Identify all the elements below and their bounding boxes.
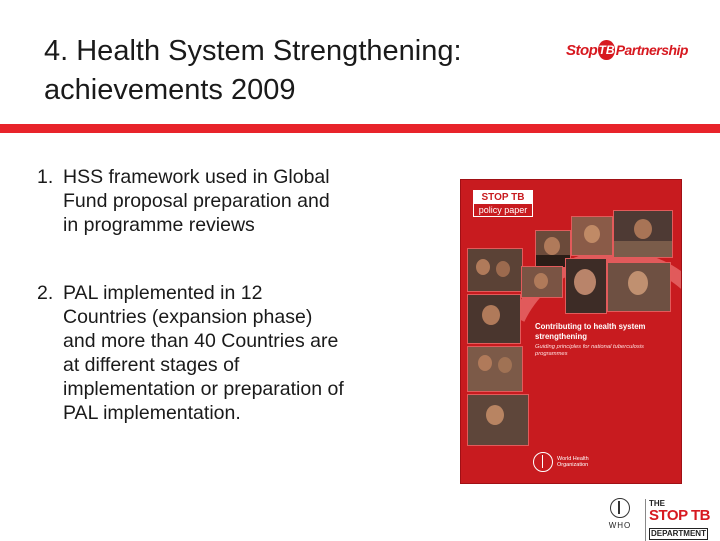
- cover-badge-bottom: policy paper: [478, 205, 528, 215]
- cover-photo: [521, 266, 563, 298]
- cover-subtitle: Guiding principles for national tuberculosis programmes: [535, 344, 644, 357]
- stop-tb-department-logo: [645, 499, 719, 541]
- point-line: HSS framework used in Global: [63, 166, 330, 188]
- point-line: Countries (expansion phase): [63, 306, 313, 328]
- cover-title: Contributing to health system strengthening: [535, 322, 646, 341]
- who-emblem-icon: [610, 498, 630, 518]
- logo-partnership-text: Partnership: [615, 42, 688, 58]
- stop-tb-partnership-logo: [566, 38, 688, 62]
- who-emblem-icon: [533, 452, 553, 472]
- policy-paper-cover-image: [461, 180, 681, 483]
- point-line: Fund proposal preparation and: [63, 190, 330, 212]
- cover-photo: [467, 294, 521, 344]
- cover-badge: [473, 190, 533, 217]
- cover-who-logo: [533, 452, 603, 472]
- cover-photo: [467, 248, 523, 292]
- point-line: in programme reviews: [63, 214, 255, 236]
- who-logo: [605, 498, 635, 530]
- cover-badge-top: STOP TB: [474, 191, 532, 204]
- cover-photo: [571, 216, 613, 256]
- slide-title: [44, 32, 524, 110]
- dept-department-text: DEPARTMENT: [651, 529, 706, 538]
- dept-the-text: THE: [649, 499, 665, 508]
- bullet-point-1: [37, 165, 417, 237]
- point-number: 1.: [37, 166, 54, 188]
- logo-tb-badge: TB: [598, 40, 614, 60]
- cover-photo: [467, 394, 529, 446]
- point-line: implementation or preparation of: [63, 378, 344, 400]
- logo-stop-text: Stop: [566, 41, 598, 59]
- cover-photo: [607, 262, 671, 312]
- point-line: PAL implementation.: [63, 402, 241, 424]
- point-line: PAL implemented in 12: [63, 282, 263, 304]
- dept-stop-tb-text: STOP TB: [649, 507, 710, 524]
- point-line: and more than 40 Countries are: [63, 330, 339, 352]
- cover-who-text: World Health Organization: [557, 456, 589, 468]
- bullet-point-2: [37, 281, 417, 425]
- who-logo-label: WHO: [608, 521, 632, 530]
- title-line-1: 4. Health System Strengthening:: [44, 35, 462, 67]
- title-line-2: achievements 2009: [44, 74, 296, 106]
- cover-photo: [467, 346, 523, 392]
- red-divider-bar: [0, 124, 720, 133]
- cover-photo: [565, 258, 607, 314]
- point-line: at different stages of: [63, 354, 240, 376]
- cover-photo: [613, 210, 673, 258]
- point-number: 2.: [37, 282, 54, 304]
